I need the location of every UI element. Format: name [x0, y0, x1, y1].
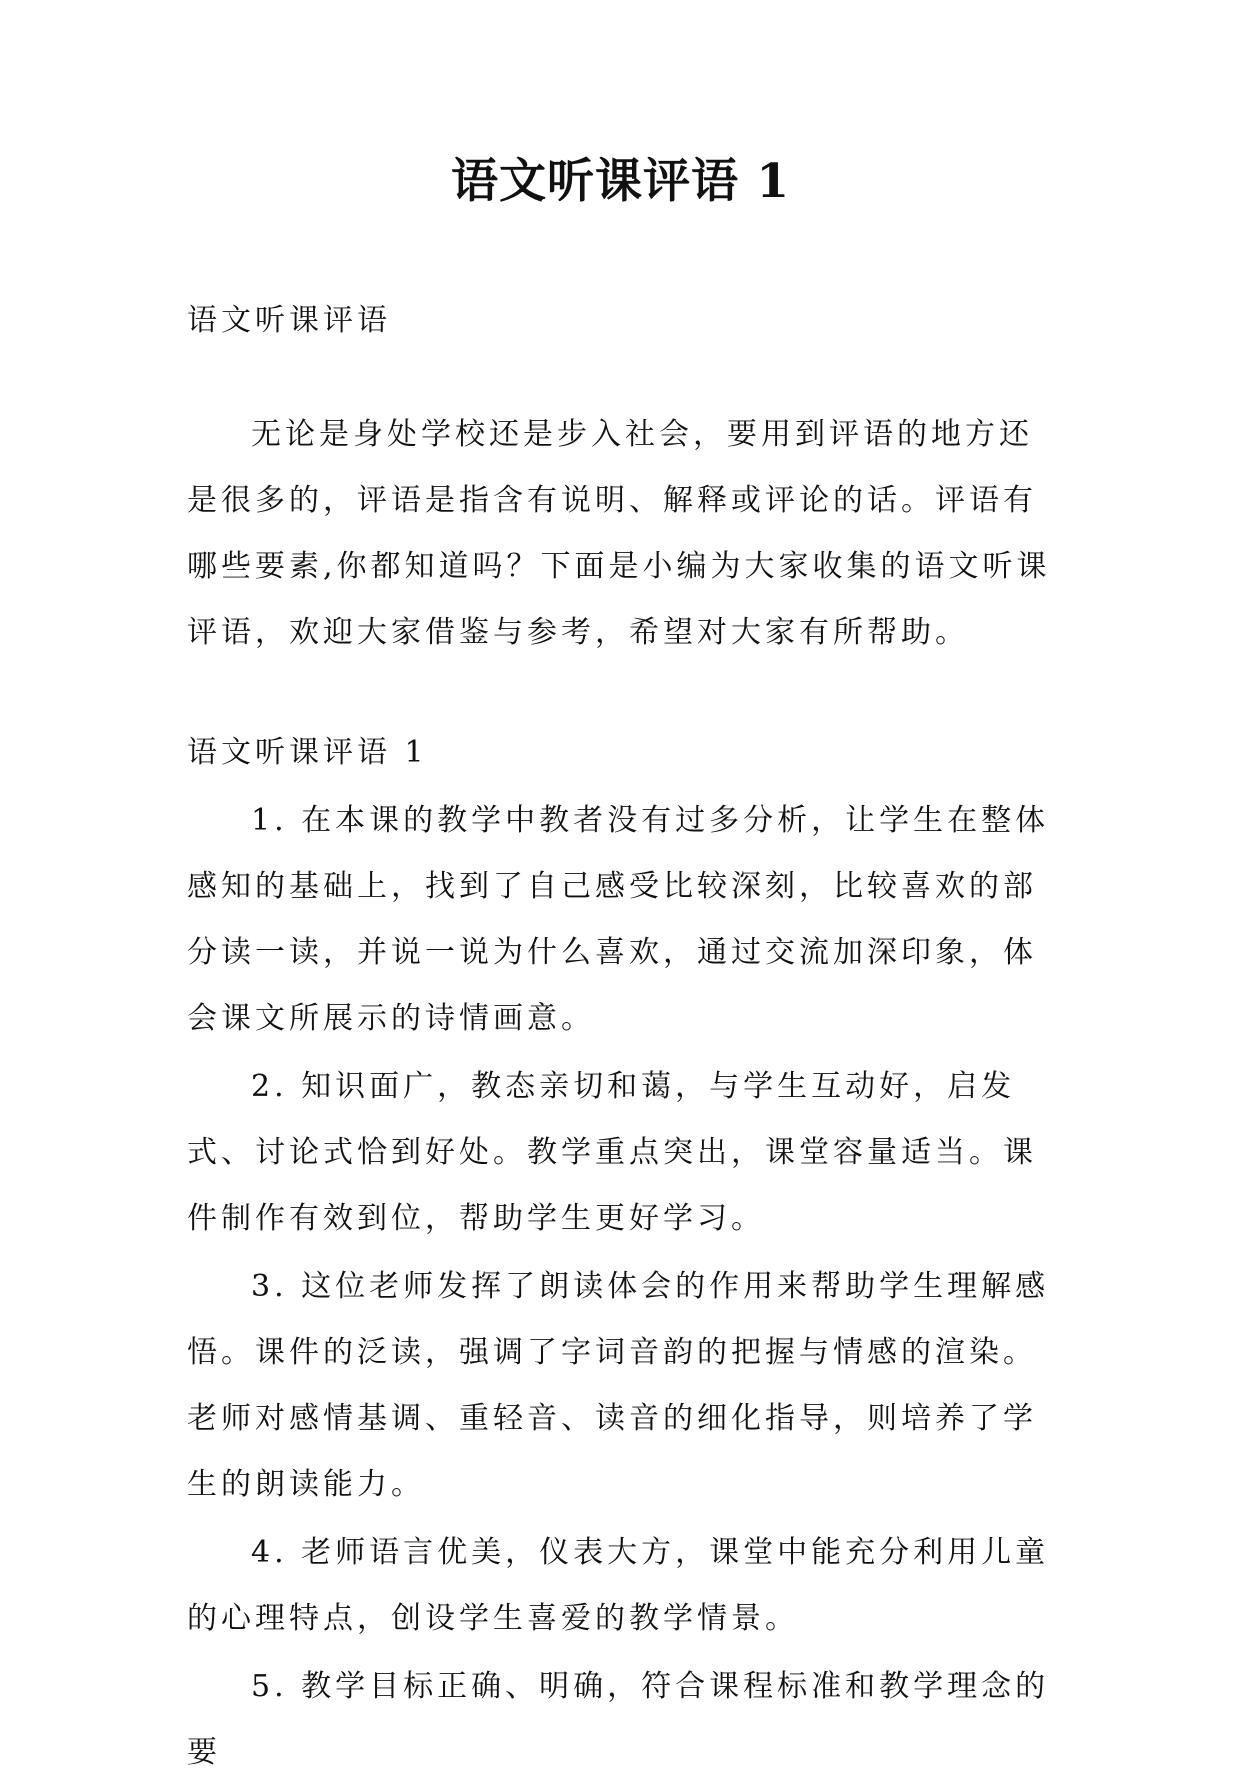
comment-item-3: 3. 这位老师发挥了朗读体会的作用来帮助学生理解感悟。课件的泛读，强调了字词音韵的把握与情感的渲染。老师对感情基调、重轻音、读音的细化指导，则培养了学生的朗读能力。: [187, 1269, 1050, 1502]
document-subtitle: 语文听课评语: [187, 303, 391, 338]
comment-item-5: 5. 教学目标正确、明确，符合课程标准和教学理念的要: [187, 1669, 1050, 1770]
section-heading: 语文听课评语 1: [187, 735, 428, 770]
document-body: [187, 288, 1057, 1786]
document-title: 语文听课评语 1: [450, 154, 791, 209]
comment-item-2: 2. 知识面广，教态亲切和蔼，与学生互动好，启发式、讨论式恰到好处。教学重点突出，课堂容量适当。课件制作有效到位，帮助学生更好学习。: [187, 1069, 1037, 1236]
intro-paragraph: 无论是身处学校还是步入社会，要用到评语的地方还是很多的，评语是指含有说明、解释或评论的话。评语有哪些要素,你都知道吗？下面是小编为大家收集的语文听课评语，欢迎大家借鉴与参考，希望对大家有所帮助。: [187, 417, 1051, 650]
comment-item-4: 4. 老师语言优美，仪表大方，课堂中能充分利用儿童的心理特点，创设学生喜爱的教学情景。: [187, 1535, 1050, 1636]
comment-item-1: 1. 在本课的教学中教者没有过多分析，让学生在整体感知的基础上，找到了自己感受比较深刻，比较喜欢的部分读一读，并说一说为什么喜欢，通过交流加深印象，体会课文所展示的诗情画意。: [187, 803, 1050, 1036]
